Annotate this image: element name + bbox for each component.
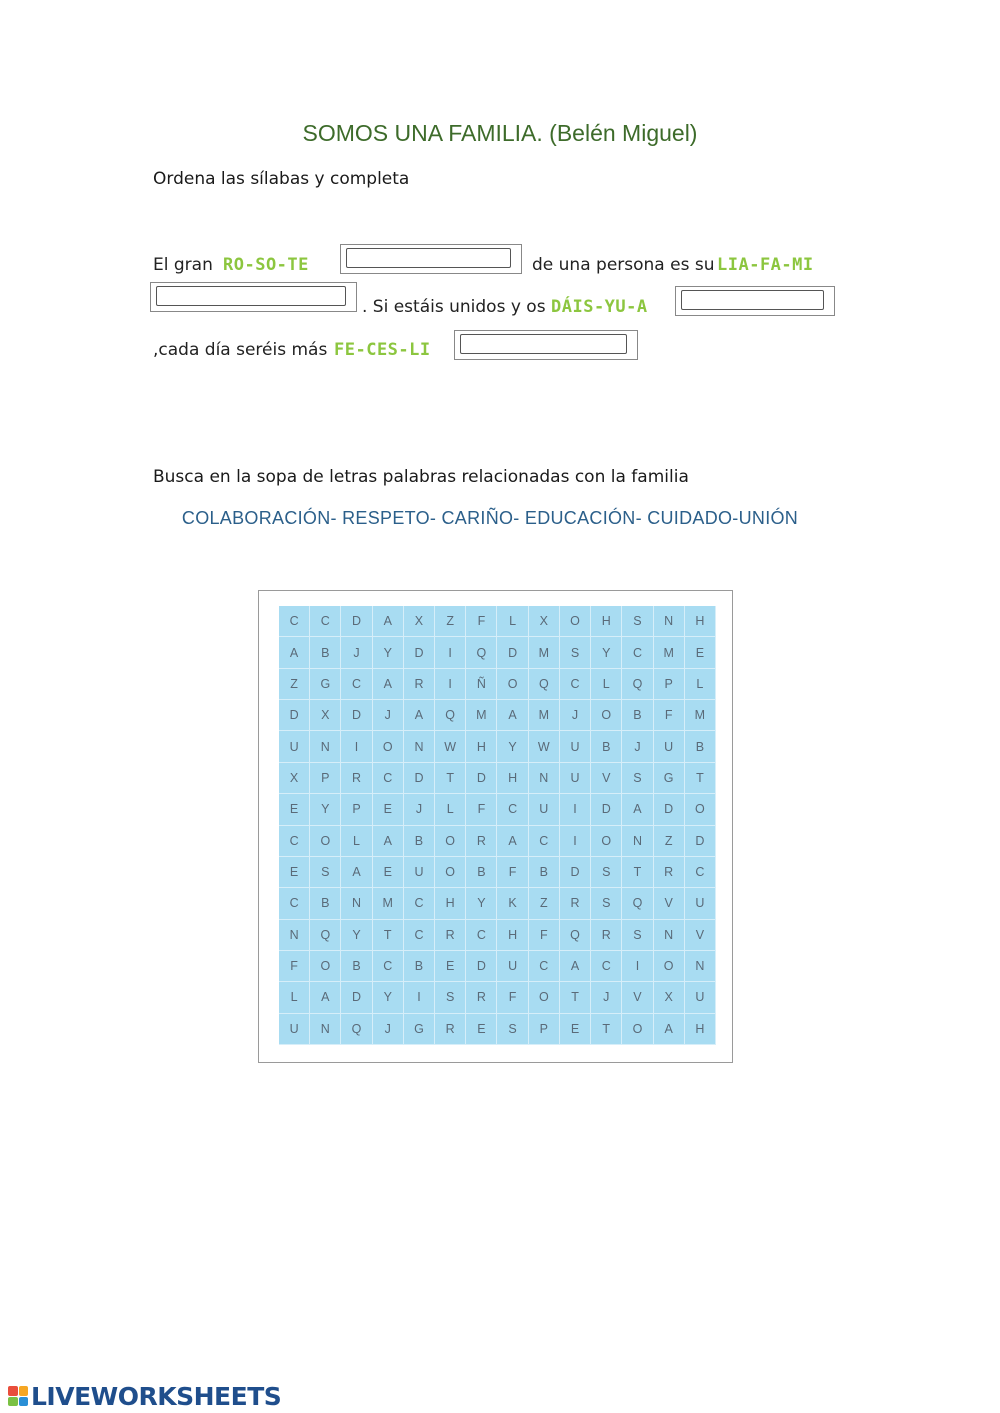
grid-cell[interactable]: X — [310, 700, 341, 731]
grid-cell[interactable]: A — [622, 794, 653, 825]
syllables-rosote: RO-SO-TE — [223, 255, 309, 275]
grid-cell[interactable]: I — [560, 794, 591, 825]
grid-cell[interactable]: Q — [466, 637, 497, 668]
grid-cell[interactable]: E — [373, 857, 404, 888]
grid-cell[interactable]: R — [654, 857, 685, 888]
grid-cell[interactable]: R — [404, 669, 435, 700]
instruction-reorder: Ordena las sílabas y completa — [153, 169, 410, 189]
grid-cell[interactable]: X — [654, 982, 685, 1013]
grid-cell[interactable]: I — [435, 637, 466, 668]
instruction-wordsearch: Busca en la sopa de letras palabras relacionadas con la familia — [153, 467, 689, 487]
grid-cell[interactable]: Y — [373, 637, 404, 668]
grid-cell[interactable]: D — [654, 794, 685, 825]
grid-cell[interactable]: G — [654, 763, 685, 794]
grid-cell[interactable]: C — [529, 951, 560, 982]
grid-cell[interactable]: B — [404, 826, 435, 857]
grid-cell[interactable]: E — [466, 1014, 497, 1045]
grid-cell[interactable]: Q — [310, 920, 341, 951]
answer-input-4[interactable] — [460, 334, 627, 354]
grid-cell[interactable]: C — [341, 669, 372, 700]
grid-cell[interactable]: A — [279, 637, 310, 668]
grid-cell[interactable]: Y — [341, 920, 372, 951]
grid-cell[interactable]: C — [404, 920, 435, 951]
grid-cell[interactable]: N — [279, 920, 310, 951]
grid-cell[interactable]: E — [435, 951, 466, 982]
grid-cell[interactable]: C — [373, 951, 404, 982]
line1-text-start: El gran — [153, 255, 213, 275]
grid-cell[interactable]: D — [404, 637, 435, 668]
grid-cell[interactable]: Q — [435, 700, 466, 731]
grid-cell[interactable]: E — [373, 794, 404, 825]
line3-text: ,cada día seréis más — [153, 340, 328, 360]
grid-cell[interactable]: J — [373, 1014, 404, 1045]
grid-cell[interactable]: D — [685, 826, 716, 857]
word-list: COLABORACIÓN- RESPETO- CARIÑO- EDUCACIÓN- CUIDADO-UNIÓN — [181, 508, 799, 528]
grid-cell[interactable]: M — [373, 888, 404, 919]
grid-cell[interactable]: M — [466, 700, 497, 731]
grid-cell[interactable]: F — [466, 794, 497, 825]
syllables-fecesli: FE-CES-LI — [334, 340, 431, 360]
grid-cell[interactable]: F — [497, 982, 528, 1013]
grid-cell[interactable]: T — [622, 857, 653, 888]
grid-cell[interactable]: C — [591, 951, 622, 982]
answer-box-3 — [675, 286, 835, 316]
grid-cell[interactable]: J — [341, 637, 372, 668]
grid-cell[interactable]: P — [654, 669, 685, 700]
grid-cell[interactable]: N — [310, 1014, 341, 1045]
grid-cell[interactable]: T — [435, 763, 466, 794]
grid-cell[interactable]: H — [591, 606, 622, 637]
grid-cell[interactable]: X — [404, 606, 435, 637]
grid-cell[interactable]: U — [560, 763, 591, 794]
grid-cell[interactable]: R — [466, 826, 497, 857]
grid-cell[interactable]: A — [373, 606, 404, 637]
grid-cell[interactable]: A — [310, 982, 341, 1013]
grid-cell[interactable]: U — [404, 857, 435, 888]
grid-cell[interactable]: L — [435, 794, 466, 825]
grid-cell[interactable]: O — [622, 1014, 653, 1045]
grid-cell[interactable]: S — [560, 637, 591, 668]
grid-cell[interactable]: Q — [529, 669, 560, 700]
grid-cell[interactable]: J — [404, 794, 435, 825]
grid-cell[interactable]: V — [685, 920, 716, 951]
grid-cell[interactable]: H — [497, 763, 528, 794]
grid-cell[interactable]: E — [560, 1014, 591, 1045]
grid-cell[interactable]: H — [685, 606, 716, 637]
grid-cell[interactable]: C — [279, 826, 310, 857]
grid-cell[interactable]: S — [591, 857, 622, 888]
grid-cell[interactable]: Z — [279, 669, 310, 700]
grid-cell[interactable]: U — [685, 982, 716, 1013]
grid-cell[interactable]: L — [497, 606, 528, 637]
grid-cell[interactable]: S — [310, 857, 341, 888]
grid-cell[interactable]: N — [529, 763, 560, 794]
grid-cell[interactable]: O — [560, 606, 591, 637]
grid-cell[interactable]: C — [466, 920, 497, 951]
grid-cell[interactable]: N — [404, 731, 435, 762]
grid-cell[interactable]: A — [654, 1014, 685, 1045]
grid-cell[interactable]: D — [466, 763, 497, 794]
answer-input-1[interactable] — [346, 248, 511, 268]
grid-cell[interactable]: O — [685, 794, 716, 825]
grid-cell[interactable]: B — [529, 857, 560, 888]
worksheet-title: SOMOS UNA FAMILIA. (Belén Miguel) — [302, 120, 698, 146]
grid-cell[interactable]: B — [310, 888, 341, 919]
grid-cell[interactable]: C — [404, 888, 435, 919]
grid-cell[interactable]: J — [591, 982, 622, 1013]
logo-grid-icon — [8, 1386, 28, 1406]
grid-cell[interactable]: F — [654, 700, 685, 731]
grid-cell[interactable]: A — [373, 669, 404, 700]
answer-input-3[interactable] — [681, 290, 824, 310]
wordsearch-grid — [279, 606, 716, 1045]
grid-cell[interactable]: O — [373, 731, 404, 762]
answer-box-2 — [150, 282, 357, 312]
grid-cell[interactable]: O — [435, 826, 466, 857]
grid-cell[interactable]: U — [497, 951, 528, 982]
grid-cell[interactable]: B — [622, 700, 653, 731]
grid-cell[interactable]: D — [279, 700, 310, 731]
grid-cell[interactable]: Z — [435, 606, 466, 637]
logo-square — [19, 1386, 29, 1396]
grid-cell[interactable]: U — [279, 1014, 310, 1045]
grid-cell[interactable]: P — [529, 1014, 560, 1045]
grid-cell[interactable]: X — [279, 763, 310, 794]
grid-cell[interactable]: U — [685, 888, 716, 919]
answer-input-2[interactable] — [156, 286, 346, 306]
grid-cell[interactable]: C — [279, 606, 310, 637]
grid-cell[interactable]: D — [341, 606, 372, 637]
grid-cell[interactable]: Q — [622, 888, 653, 919]
grid-cell[interactable]: S — [435, 982, 466, 1013]
grid-cell[interactable]: H — [497, 920, 528, 951]
grid-cell[interactable]: T — [591, 1014, 622, 1045]
grid-cell[interactable]: B — [591, 731, 622, 762]
grid-cell[interactable]: C — [279, 888, 310, 919]
grid-cell[interactable]: N — [685, 951, 716, 982]
logo-square — [19, 1397, 29, 1407]
grid-cell[interactable]: F — [466, 606, 497, 637]
grid-cell[interactable]: Q — [560, 920, 591, 951]
grid-cell[interactable]: A — [497, 700, 528, 731]
grid-cell[interactable]: D — [591, 794, 622, 825]
grid-cell[interactable]: Z — [529, 888, 560, 919]
grid-cell[interactable]: A — [373, 826, 404, 857]
grid-cell[interactable]: G — [404, 1014, 435, 1045]
grid-cell[interactable]: E — [279, 794, 310, 825]
grid-cell[interactable]: F — [497, 857, 528, 888]
syllables-liafami: LIA-FA-MI — [717, 255, 814, 275]
grid-cell[interactable]: S — [622, 606, 653, 637]
grid-cell[interactable]: S — [497, 1014, 528, 1045]
line2-text: . Si estáis unidos y os — [362, 297, 546, 317]
grid-cell[interactable]: S — [622, 920, 653, 951]
grid-cell[interactable]: B — [466, 857, 497, 888]
grid-cell[interactable]: F — [529, 920, 560, 951]
grid-cell[interactable]: B — [310, 637, 341, 668]
grid-cell[interactable]: W — [529, 731, 560, 762]
logo-square — [8, 1397, 18, 1407]
grid-cell[interactable]: R — [466, 982, 497, 1013]
grid-cell[interactable]: R — [560, 888, 591, 919]
grid-cell[interactable]: N — [622, 826, 653, 857]
grid-cell[interactable]: M — [529, 700, 560, 731]
grid-cell[interactable]: M — [685, 700, 716, 731]
grid-cell[interactable]: Q — [341, 1014, 372, 1045]
grid-cell[interactable]: A — [497, 826, 528, 857]
grid-cell[interactable]: H — [685, 1014, 716, 1045]
grid-cell[interactable]: N — [654, 606, 685, 637]
syllables-daisyua: DÁIS-YU-A — [551, 297, 648, 317]
grid-cell[interactable]: D — [497, 637, 528, 668]
grid-cell[interactable]: T — [685, 763, 716, 794]
grid-cell[interactable]: V — [622, 982, 653, 1013]
grid-cell[interactable]: J — [560, 700, 591, 731]
grid-cell[interactable]: O — [435, 857, 466, 888]
grid-cell[interactable]: Z — [654, 826, 685, 857]
grid-cell[interactable]: U — [529, 794, 560, 825]
grid-cell[interactable]: V — [654, 888, 685, 919]
grid-cell[interactable]: C — [685, 857, 716, 888]
grid-cell[interactable]: O — [310, 826, 341, 857]
grid-cell[interactable]: R — [341, 763, 372, 794]
logo-square — [8, 1386, 18, 1396]
grid-cell[interactable]: Q — [622, 669, 653, 700]
grid-cell[interactable]: I — [560, 826, 591, 857]
grid-cell[interactable]: Ñ — [466, 669, 497, 700]
grid-cell[interactable]: P — [341, 794, 372, 825]
grid-cell[interactable]: A — [404, 700, 435, 731]
grid-cell[interactable]: P — [310, 763, 341, 794]
grid-cell[interactable]: O — [591, 700, 622, 731]
grid-cell[interactable]: J — [373, 700, 404, 731]
line1-text-mid: de una persona es su — [532, 255, 715, 275]
grid-cell[interactable]: C — [529, 826, 560, 857]
grid-cell[interactable]: U — [654, 731, 685, 762]
grid-cell[interactable]: S — [591, 888, 622, 919]
grid-cell[interactable]: L — [279, 982, 310, 1013]
grid-cell[interactable]: O — [591, 826, 622, 857]
grid-cell[interactable]: C — [560, 669, 591, 700]
liveworksheets-logo — [8, 1381, 281, 1411]
grid-cell[interactable]: S — [622, 763, 653, 794]
grid-cell[interactable]: D — [466, 951, 497, 982]
grid-cell[interactable]: U — [560, 731, 591, 762]
grid-cell[interactable]: D — [341, 982, 372, 1013]
grid-cell[interactable]: C — [373, 763, 404, 794]
grid-cell[interactable]: Y — [373, 982, 404, 1013]
logo-text: LIVEWORKSHEETS — [31, 1381, 282, 1411]
grid-cell[interactable]: B — [404, 951, 435, 982]
grid-cell[interactable]: E — [279, 857, 310, 888]
grid-cell[interactable]: N — [310, 731, 341, 762]
grid-cell[interactable]: T — [373, 920, 404, 951]
grid-cell[interactable]: H — [435, 888, 466, 919]
grid-cell[interactable]: C — [622, 637, 653, 668]
grid-cell[interactable]: O — [310, 951, 341, 982]
grid-cell[interactable]: O — [654, 951, 685, 982]
grid-cell[interactable]: R — [591, 920, 622, 951]
grid-cell[interactable]: O — [529, 982, 560, 1013]
grid-cell[interactable]: A — [560, 951, 591, 982]
grid-cell[interactable]: I — [622, 951, 653, 982]
grid-cell[interactable]: O — [497, 669, 528, 700]
grid-cell[interactable]: Y — [310, 794, 341, 825]
grid-cell[interactable]: E — [685, 637, 716, 668]
grid-cell[interactable]: J — [622, 731, 653, 762]
grid-cell[interactable]: C — [310, 606, 341, 637]
grid-cell[interactable]: F — [279, 951, 310, 982]
grid-cell[interactable]: B — [685, 731, 716, 762]
grid-cell[interactable]: K — [497, 888, 528, 919]
grid-cell[interactable]: R — [435, 920, 466, 951]
answer-box-4 — [454, 330, 638, 360]
grid-cell[interactable]: R — [435, 1014, 466, 1045]
grid-cell[interactable]: L — [591, 669, 622, 700]
grid-cell[interactable]: M — [529, 637, 560, 668]
answer-box-1 — [340, 244, 522, 274]
grid-cell[interactable]: L — [685, 669, 716, 700]
grid-cell[interactable]: Y — [591, 637, 622, 668]
grid-cell[interactable]: A — [341, 857, 372, 888]
grid-cell[interactable]: Y — [497, 731, 528, 762]
grid-cell[interactable]: I — [341, 731, 372, 762]
grid-cell[interactable]: V — [591, 763, 622, 794]
grid-cell[interactable]: X — [529, 606, 560, 637]
grid-cell[interactable]: D — [341, 700, 372, 731]
grid-cell[interactable]: D — [404, 763, 435, 794]
grid-cell[interactable]: G — [310, 669, 341, 700]
grid-cell[interactable]: H — [466, 731, 497, 762]
grid-cell[interactable]: W — [435, 731, 466, 762]
grid-cell[interactable]: D — [560, 857, 591, 888]
grid-cell[interactable]: I — [435, 669, 466, 700]
grid-cell[interactable]: M — [654, 637, 685, 668]
grid-cell[interactable]: N — [654, 920, 685, 951]
grid-cell[interactable]: T — [560, 982, 591, 1013]
grid-cell[interactable]: I — [404, 982, 435, 1013]
grid-cell[interactable]: N — [341, 888, 372, 919]
grid-cell[interactable]: L — [341, 826, 372, 857]
grid-cell[interactable]: Y — [466, 888, 497, 919]
grid-cell[interactable]: C — [497, 794, 528, 825]
grid-cell[interactable]: U — [279, 731, 310, 762]
grid-cell[interactable]: B — [341, 951, 372, 982]
